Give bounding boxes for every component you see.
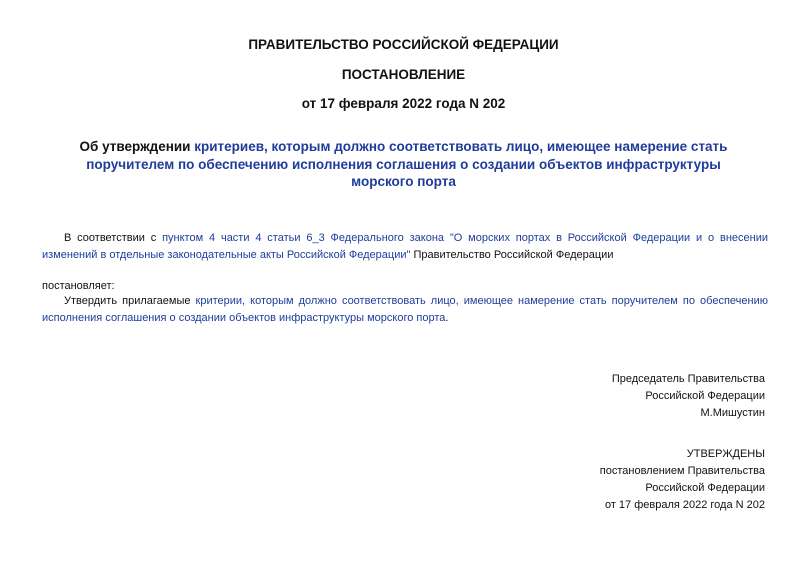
signature-name: М.Мишустин [700, 407, 765, 419]
approval-heading: УТВЕРЖДЕНЫ [686, 448, 765, 460]
signature-organization: Российской Федерации [645, 390, 765, 402]
item-prefix: Утвердить прилагаемые [64, 295, 196, 307]
approval-block [600, 446, 765, 514]
resolves-text: постановляет: [42, 280, 115, 292]
preamble-prefix: В соответствии с [64, 232, 163, 244]
preamble-paragraph [42, 230, 768, 264]
item-paragraph [42, 293, 768, 327]
approval-line-4: от 17 февраля 2022 года N 202 [604, 499, 765, 511]
title-prefix: Об утверждении [79, 139, 195, 154]
title-criteria-link[interactable]: критериев, которым должно соответствовать лицо, имеющее намерение стать поручителем по обеспечению исполнения соглашения о создании объектов инфраструктуры морского порта [86, 139, 728, 189]
preamble-suffix: Правительство Российской Федерации [410, 249, 614, 261]
item-criteria-link[interactable]: критерии, которым должно соответствовать лицо, имеющее намерение стать поручителем по обеспечению исполнения соглашения о создании объектов инфраструктуры морского порта [42, 295, 768, 324]
federal-law-link[interactable]: пунктом 4 части 4 статьи 6_3 Федерального закона "О морских портах в Российской Федерации и о внесении изменений в отдельные законодательные акты Российской Федерации" [42, 232, 769, 261]
approval-line-3: Российской Федерации [645, 482, 765, 494]
signature-position: Председатель Правительства [611, 373, 765, 385]
government-heading: ПРАВИТЕЛЬСТВО РОССИЙСКОЙ ФЕДЕРАЦИИ [248, 37, 559, 52]
document-date-number: от 17 февраля 2022 года N 202 [301, 96, 506, 111]
signature-block [612, 371, 765, 422]
approval-line-2: постановлением Правительства [599, 465, 765, 477]
item-suffix: . [445, 312, 449, 324]
document-type: ПОСТАНОВЛЕНИЕ [341, 67, 466, 82]
document-title [55, 138, 752, 191]
